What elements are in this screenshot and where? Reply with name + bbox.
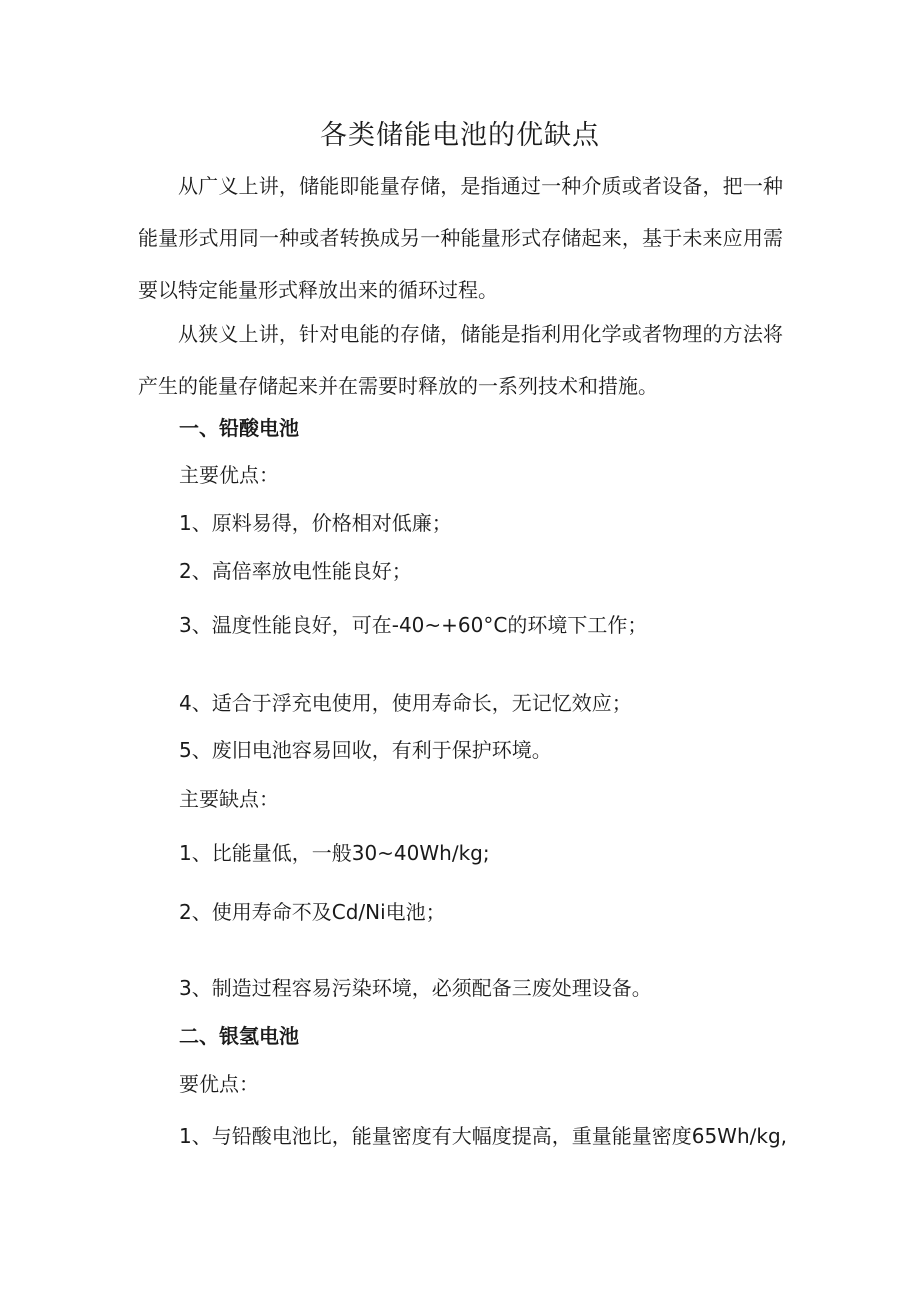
pros-label: 要优点：	[179, 1072, 259, 1096]
list-item: 1、原料易得，价格相对低廉；	[179, 511, 452, 535]
section-heading-lead-acid: 一、铅酸电池	[179, 416, 299, 440]
list-item: 1、与铅酸电池比，能量密度有大幅度提高，重量能量密度65Wh∕kg,	[179, 1124, 787, 1148]
pros-label: 主要优点：	[179, 463, 279, 487]
document-title: 各类储能电池的优缺点	[320, 120, 600, 151]
section-heading-nickel-hydrogen: 二、银氢电池	[179, 1024, 299, 1048]
cons-label: 主要缺点：	[179, 787, 279, 811]
intro-paragraph-narrow: 从狭义上讲，针对电能的存储，储能是指利用化学或者物理的方法将产生的能量存储起来并在需要时释放的一系列技术和措施。	[138, 322, 783, 398]
list-item: 2、使用寿命不及Cd/Ni电池；	[179, 900, 446, 924]
list-item: 2、高倍率放电性能良好；	[179, 559, 412, 583]
list-item: 3、温度性能良好，可在-40~+60°C的环境下工作；	[179, 613, 648, 637]
list-item: 1、比能量低，一般30~40Wh∕kg;	[179, 841, 490, 865]
list-item: 4、适合于浮充电使用，使用寿命长，无记忆效应；	[179, 691, 632, 715]
list-item: 3、制造过程容易污染环境，必须配备三废处理设备。	[179, 976, 652, 1000]
intro-paragraph-broad: 从广义上讲，储能即能量存储，是指通过一种介质或者设备，把一种能量形式用同一种或者转换成另一种能量形式存储起来，基于未来应用需要以特定能量形式释放出来的循环过程。	[138, 174, 783, 302]
list-item: 5、废旧电池容易回收，有利于保护环境。	[179, 738, 552, 762]
